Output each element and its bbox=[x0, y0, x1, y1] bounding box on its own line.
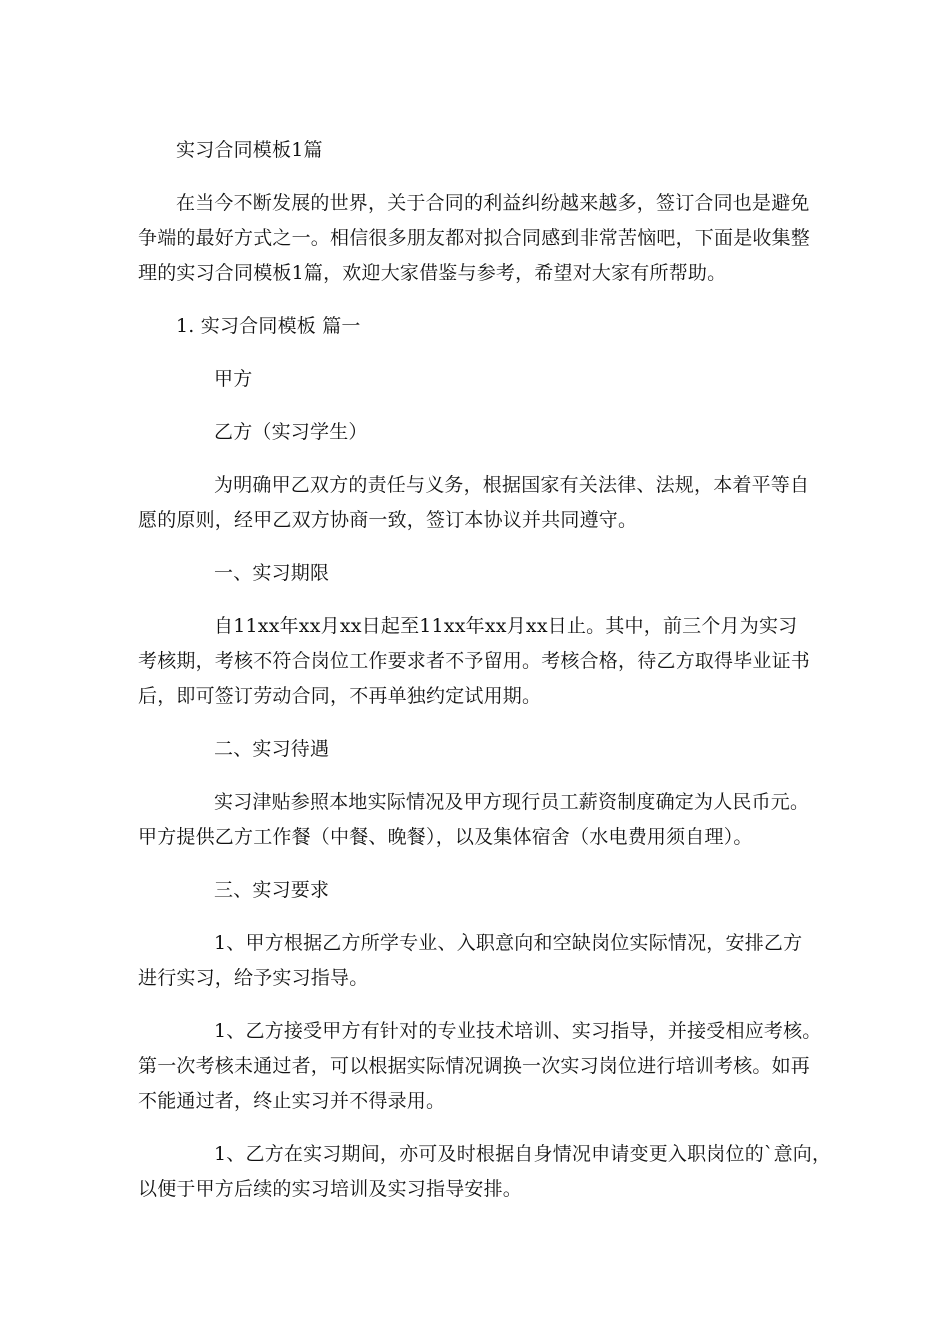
article-3-item-3-line-2: 以便于甲方后续的实习培训及实习指导安排。 bbox=[138, 1178, 523, 1200]
article-3-item-3-line-1: 1、乙方在实习期间，亦可及时根据自身情况申请变更入职岗位的`意向， bbox=[214, 1143, 832, 1165]
party-a-label: 甲方 bbox=[214, 368, 253, 390]
article-2-line-1: 实习津贴参照本地实际情况及甲方现行员工薪资制度确定为人民币元。 bbox=[214, 791, 810, 813]
party-b-label: 乙方（实习学生） bbox=[214, 421, 368, 443]
article-3-heading: 三、实习要求 bbox=[214, 879, 330, 901]
document-title: 实习合同模板1篇 bbox=[176, 139, 323, 161]
preamble-line-1: 为明确甲乙双方的责任与义务，根据国家有关法律、法规，本着平等自 bbox=[214, 474, 810, 496]
article-3-item-1-line-1: 1、甲方根据乙方所学专业、入职意向和空缺岗位实际情况，安排乙方 bbox=[214, 932, 803, 954]
intro-line-3: 理的实习合同模板1篇，欢迎大家借鉴与参考，希望对大家有所帮助。 bbox=[138, 262, 727, 284]
article-2-line-2: 甲方提供乙方工作餐（中餐、晚餐），以及集体宿舍（水电费用须自理）。 bbox=[138, 826, 753, 848]
article-2-heading: 二、实习待遇 bbox=[214, 738, 330, 760]
article-1-line-3: 后，即可签订劳动合同，不再单独约定试用期。 bbox=[138, 685, 542, 707]
preamble-line-2: 愿的原则，经甲乙双方协商一致，签订本协议并共同遵守。 bbox=[138, 509, 638, 531]
article-1-line-2: 考核期，考核不符合岗位工作要求者不予留用。考核合格，待乙方取得毕业证书 bbox=[138, 650, 811, 672]
intro-line-2: 争端的最好方式之一。相信很多朋友都对拟合同感到非常苦恼吧，下面是收集整 bbox=[138, 227, 811, 249]
article-3-item-1-line-2: 进行实习，给予实习指导。 bbox=[138, 967, 369, 989]
article-1-line-1: 自11xx年xx月xx日起至11xx年xx月xx日止。其中，前三个月为实习 bbox=[214, 615, 798, 637]
intro-line-1: 在当今不断发展的世界，关于合同的利益纠纷越来越多，签订合同也是避免 bbox=[176, 192, 810, 214]
article-3-item-2-line-2: 第一次考核未通过者，可以根据实际情况调换一次实习岗位进行培训考核。如再 bbox=[138, 1055, 811, 1077]
article-1-heading: 一、实习期限 bbox=[214, 562, 330, 584]
article-3-item-2-line-3: 不能通过者，终止实习并不得录用。 bbox=[138, 1090, 446, 1112]
article-3-item-2-line-1: 1、乙方接受甲方有针对的专业技术培训、实习指导，并接受相应考核。 bbox=[214, 1020, 822, 1042]
section-heading: 1. 实习合同模板 篇一 bbox=[176, 315, 361, 337]
